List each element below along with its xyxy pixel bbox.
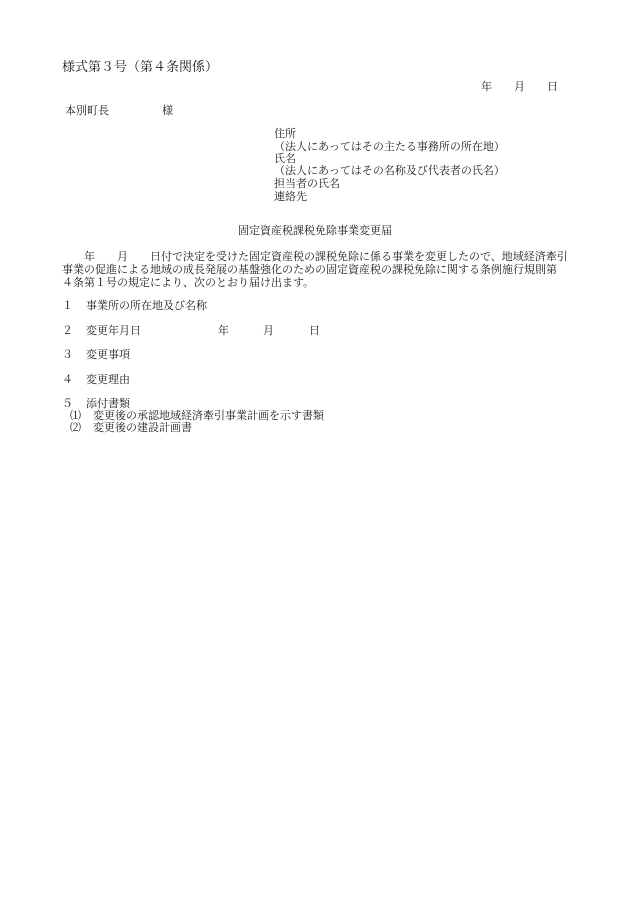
- item-label: 変更理由: [86, 373, 130, 386]
- item-label: 事業所の所在地及び名称: [86, 299, 207, 312]
- addressee-name: 本別町長: [65, 104, 109, 117]
- subitem-number: ⑵: [70, 421, 81, 434]
- change-date-day: 日: [309, 324, 320, 337]
- submission-date-month: 月: [514, 80, 525, 93]
- address-label: 住所: [274, 127, 296, 140]
- item-number: ５: [62, 397, 73, 410]
- contact-person-label: 担当者の氏名: [274, 177, 340, 190]
- change-date-month: 月: [263, 324, 274, 337]
- body-line: ４条第１号の規定により、次のとおり届け出ます。: [62, 276, 315, 289]
- subitem-label: 変更後の承認地域経済牽引事業計画を示す書類: [93, 409, 324, 422]
- name-label: 氏名: [274, 152, 296, 165]
- item-label: 添付書類: [86, 397, 130, 410]
- body-line: 年 月 日付で決定を受けた固定資産税の課税免除に係る事業を変更したので、地域経済牽引: [62, 250, 568, 263]
- address-note: （法人にあってはその主たる事務所の所在地）: [274, 140, 505, 153]
- item-number: ４: [62, 373, 73, 386]
- document-title: 固定資産税課税免除事業変更届: [238, 224, 392, 237]
- submission-date-year: 年: [481, 80, 492, 93]
- item-number: ２: [62, 324, 73, 337]
- subitem-label: 変更後の建設計画書: [93, 421, 192, 434]
- submission-date-day: 日: [547, 80, 558, 93]
- item-number: １: [62, 299, 73, 312]
- subitem-number: ⑴: [70, 409, 81, 422]
- name-note: （法人にあってはその名称及び代表者の氏名）: [274, 164, 505, 177]
- body-line: 事業の促進による地域の成長発展の基盤強化のための固定資産税の課税免除に関する条例施行規則第: [62, 263, 557, 276]
- form-number: 様式第３号（第４条関係）: [62, 60, 219, 75]
- addressee-honorific: 様: [162, 104, 173, 117]
- item-label: 変更年月日: [86, 324, 141, 337]
- contact-label: 連絡先: [274, 190, 307, 203]
- item-label: 変更事項: [86, 348, 130, 361]
- change-date-year: 年: [218, 324, 229, 337]
- item-number: ３: [62, 348, 73, 361]
